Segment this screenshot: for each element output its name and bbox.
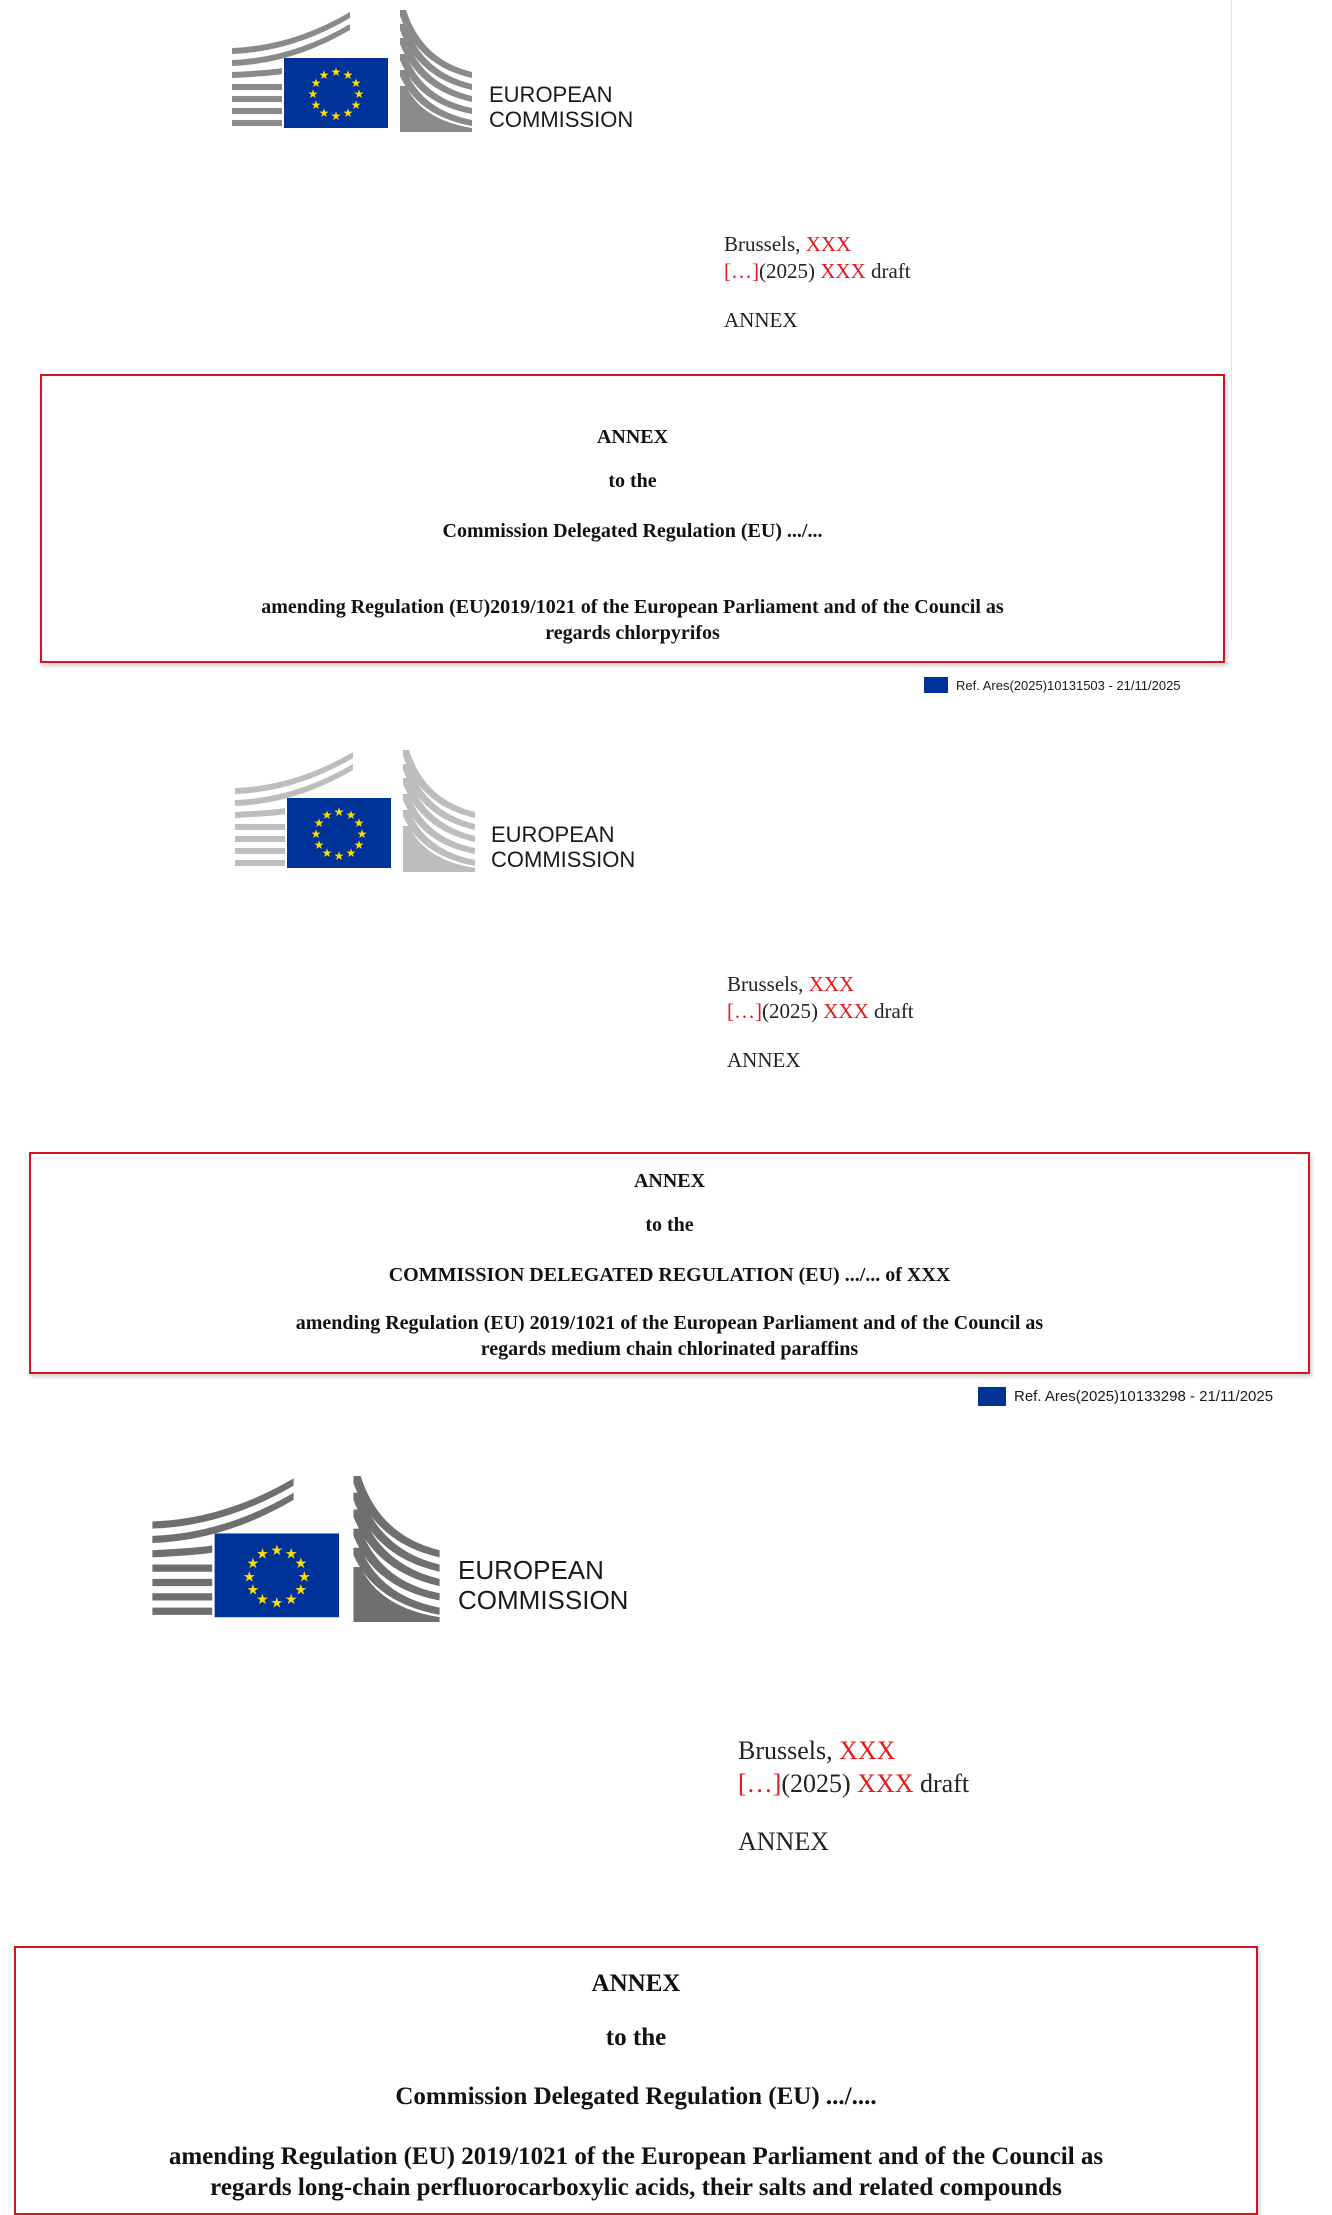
doc-bracket: […]: [738, 1769, 782, 1798]
svg-text:★: ★: [256, 1592, 269, 1609]
ec-logo: [152, 1476, 440, 1622]
svg-text:★: ★: [350, 76, 362, 90]
annex-title-box: [14, 1946, 1258, 2215]
svg-text:★: ★: [294, 1556, 308, 1573]
svg-text:★: ★: [321, 808, 333, 822]
svg-text:★: ★: [270, 1542, 284, 1559]
eu-flag-icon: [924, 677, 948, 693]
ec-building-icon: [232, 10, 472, 132]
doc-draft: draft: [913, 1769, 970, 1798]
svg-text:★: ★: [353, 838, 365, 852]
regulation-title: Commission Delegated Regulation (EU) .../....: [395, 2083, 877, 2110]
svg-text:★: ★: [356, 827, 368, 841]
logo-line-1: EUROPEAN: [489, 82, 613, 107]
doc-year: (2025): [762, 999, 824, 1023]
svg-text:★: ★: [270, 1595, 284, 1612]
subject-line-1: amending Regulation (EU) 2019/1021 of the European Parliament and of the Council as: [168, 2143, 1104, 2170]
annex-heading: ANNEX: [591, 1970, 681, 1997]
ec-logo: [235, 750, 475, 872]
svg-text:★: ★: [294, 1582, 308, 1599]
annex-to-the: to the: [645, 1214, 694, 1236]
annex-to-the: to the: [605, 2024, 667, 2051]
meta-annex: ANNEX: [738, 1827, 829, 1856]
svg-text:★: ★: [342, 68, 354, 82]
annex-title-box: [40, 374, 1225, 663]
subject-line-2: regards medium chain chlorinated paraffins: [480, 1338, 859, 1360]
doc-num: XXX: [820, 259, 866, 283]
svg-text:★: ★: [345, 808, 357, 822]
meta-annex: ANNEX: [727, 1048, 801, 1072]
logo-line-1: EUROPEAN: [491, 822, 615, 847]
ares-reference: [978, 1387, 1273, 1406]
meta-annex: ANNEX: [724, 308, 798, 332]
svg-text:★: ★: [313, 816, 325, 830]
svg-text:★: ★: [246, 1582, 260, 1599]
city: Brussels,: [724, 232, 806, 256]
svg-text:★: ★: [318, 106, 330, 120]
svg-text:★: ★: [353, 816, 365, 830]
doc-draft: draft: [865, 259, 911, 283]
ec-logo-text: [458, 1556, 628, 1616]
ares-reference: [924, 677, 1181, 693]
doc-bracket: […]: [724, 259, 759, 283]
svg-text:★: ★: [345, 846, 357, 860]
svg-text:★: ★: [353, 87, 365, 101]
regulation-title: Commission Delegated Regulation (EU) .../...: [442, 520, 823, 542]
svg-text:★: ★: [310, 827, 322, 841]
annex-heading: ANNEX: [596, 426, 669, 448]
svg-text:★: ★: [333, 849, 345, 863]
svg-text:★: ★: [333, 805, 345, 819]
svg-text:★: ★: [330, 109, 342, 123]
ec-logo-text: [491, 822, 635, 873]
logo-line-1: EUROPEAN: [458, 1555, 604, 1585]
svg-text:★: ★: [310, 76, 322, 90]
ares-reference-text: Ref. Ares(2025)10133298 - 21/11/2025: [1014, 1388, 1274, 1405]
svg-text:★: ★: [242, 1569, 256, 1586]
svg-text:★: ★: [313, 838, 325, 852]
city: Brussels,: [727, 972, 809, 996]
document-meta: [724, 231, 911, 334]
ec-logo: [232, 10, 472, 132]
svg-text:★: ★: [284, 1592, 298, 1609]
svg-text:★: ★: [321, 846, 333, 860]
subject-line-2: regards long-chain perfluorocarboxylic acids, their salts and related compounds: [210, 2174, 1062, 2201]
document-meta: [727, 971, 914, 1074]
svg-text:★: ★: [342, 106, 354, 120]
svg-text:★: ★: [310, 98, 322, 112]
ec-building-icon: [152, 1476, 440, 1622]
logo-line-2: COMMISSION: [491, 847, 636, 873]
document-meta: [738, 1734, 969, 1858]
city: Brussels,: [738, 1736, 840, 1765]
city-ref: XXX: [839, 1736, 896, 1765]
svg-text:★: ★: [246, 1556, 260, 1573]
logo-line-2: COMMISSION: [489, 107, 634, 133]
regulation-title: COMMISSION DELEGATED REGULATION (EU) .../... of XXX: [388, 1264, 951, 1286]
page-edge-line: [1231, 0, 1232, 640]
subject-line-1: amending Regulation (EU)2019/1021 of the European Parliament and of the Council as: [261, 596, 1004, 618]
svg-text:★: ★: [307, 87, 319, 101]
logo-line-2: COMMISSION: [458, 1584, 629, 1615]
annex-title-box: [29, 1152, 1310, 1374]
ec-logo-text: [489, 82, 633, 133]
city-ref: XXX: [808, 972, 855, 996]
doc-year: (2025): [781, 1769, 858, 1798]
svg-text:★: ★: [330, 65, 342, 79]
eu-flag-icon: [978, 1387, 1006, 1406]
svg-text:★: ★: [318, 68, 330, 82]
doc-year: (2025): [759, 259, 821, 283]
doc-bracket: […]: [727, 999, 762, 1023]
svg-text:★: ★: [350, 98, 362, 112]
subject-line-1: amending Regulation (EU) 2019/1021 of the European Parliament and of the Council as: [295, 1312, 1044, 1334]
ec-building-icon: [235, 750, 475, 872]
doc-num: XXX: [823, 999, 869, 1023]
doc-draft: draft: [868, 999, 914, 1023]
svg-text:★: ★: [284, 1546, 298, 1563]
ares-reference-text: Ref. Ares(2025)10131503 - 21/11/2025: [956, 677, 1181, 693]
annex-heading: ANNEX: [633, 1170, 706, 1192]
city-ref: XXX: [805, 232, 852, 256]
subject-line-2: regards chlorpyrifos: [545, 622, 720, 644]
annex-to-the: to the: [608, 470, 657, 492]
svg-text:★: ★: [297, 1569, 311, 1586]
doc-num: XXX: [857, 1769, 914, 1798]
svg-text:★: ★: [256, 1546, 269, 1563]
